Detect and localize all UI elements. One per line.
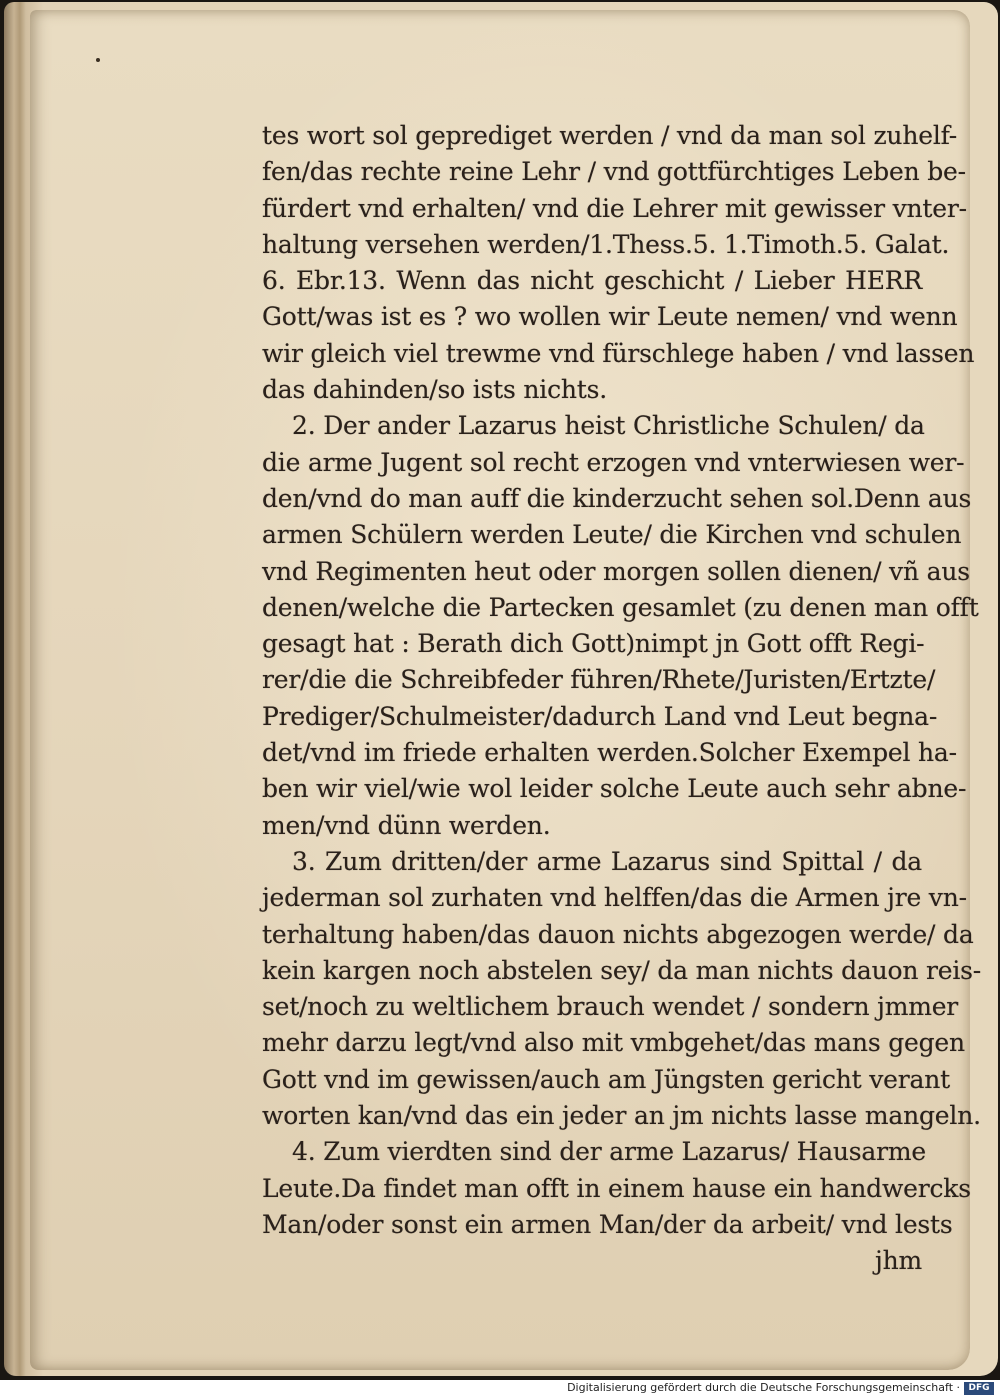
text-line: terhaltung haben/das dauon nichts abgezogen werde/ da — [262, 919, 974, 949]
text-line: Leute.Da findet man offt in einem hause ein handwercks — [262, 1173, 971, 1203]
text-line: set/noch zu weltlichem brauch wendet / sondern jmmer — [262, 992, 959, 1022]
text-line: jederman sol zurhaten vnd helffen/das die Armen jre vn- — [262, 883, 967, 913]
page-text — [262, 118, 982, 1280]
text-line: 3. Zum dritten/der arme Lazarus sind Spittal / da — [292, 846, 922, 876]
book-page — [30, 10, 982, 1370]
footer-credit: Digitalisierung gefördert durch die Deutsche Forschungsgemeinschaft · — [567, 1381, 960, 1394]
text-line: ben wir viel/wie wol leider solche Leute auch sehr abne- — [262, 774, 967, 804]
catchword: jhm — [875, 1246, 922, 1276]
text-line: haltung versehen werden/1.Thess.5. 1.Timoth.5. Galat. — [262, 229, 950, 259]
text-line: Gott vnd im gewissen/auch am Jüngsten gericht verant — [262, 1064, 950, 1094]
book-page-edges — [4, 2, 998, 1376]
text-line: fürdert vnd erhalten/ vnd die Lehrer mit gewisser vnter- — [262, 193, 967, 223]
text-line: Prediger/Schulmeister/dadurch Land vnd Leut begna- — [262, 701, 938, 731]
text-line: vnd Regimenten heut oder morgen sollen dienen/ vñ aus — [262, 556, 970, 586]
text-line: det/vnd im friede erhalten werden.Solcher Exempel ha- — [262, 738, 957, 768]
text-line: Gott/was ist es ? wo wollen wir Leute nemen/ vnd wenn — [262, 302, 958, 332]
text-line: denen/welche die Partecken gesamlet (zu denen man offt — [262, 592, 979, 622]
text-line: armen Schülern werden Leute/ die Kirchen vnd schulen — [262, 520, 962, 550]
text-line: 2. Der ander Lazarus heist Christliche Schulen/ da — [292, 411, 925, 441]
ink-speck — [96, 58, 100, 62]
text-line: fen/das rechte reine Lehr / vnd gottfürchtiges Leben be- — [262, 157, 966, 187]
text-line: die arme Jugent sol recht erzogen vnd vnterwiesen wer- — [262, 447, 965, 477]
text-line: men/vnd dünn werden. — [262, 810, 551, 840]
text-line: rer/die die Schreibfeder führen/Rhete/Juristen/Ertzte/ — [262, 665, 936, 695]
text-line: Man/oder sonst ein armen Man/der da arbeit/ vnd lests — [262, 1209, 953, 1239]
digitization-footer — [0, 1380, 1000, 1397]
text-line: 6. Ebr.13. Wenn das nicht geschicht / Lieber HERR — [262, 266, 922, 296]
text-line: das dahinden/so ists nichts. — [262, 375, 608, 405]
text-line: kein kargen noch abstelen sey/ da man nichts dauon reis- — [262, 955, 982, 985]
text-line: mehr darzu legt/vnd also mit vmbgehet/das mans gegen — [262, 1028, 965, 1058]
text-line: 4. Zum vierdten sind der arme Lazarus/ Hausarme — [292, 1137, 926, 1167]
text-line: wir gleich viel trewme vnd fürschlege haben / vnd lassen — [262, 338, 975, 368]
text-line: tes wort sol geprediget werden / vnd da man sol zuhelf- — [262, 121, 958, 150]
dfg-logo-icon: DFG — [964, 1382, 994, 1395]
text-line: worten kan/vnd das ein jeder an jm nichts lasse mangeln. — [262, 1101, 981, 1131]
text-line: gesagt hat : Berath dich Gott)nimpt jn Gott offt Regi- — [262, 629, 925, 659]
text-line: den/vnd do man auff die kinderzucht sehen sol.Denn aus — [262, 483, 972, 513]
